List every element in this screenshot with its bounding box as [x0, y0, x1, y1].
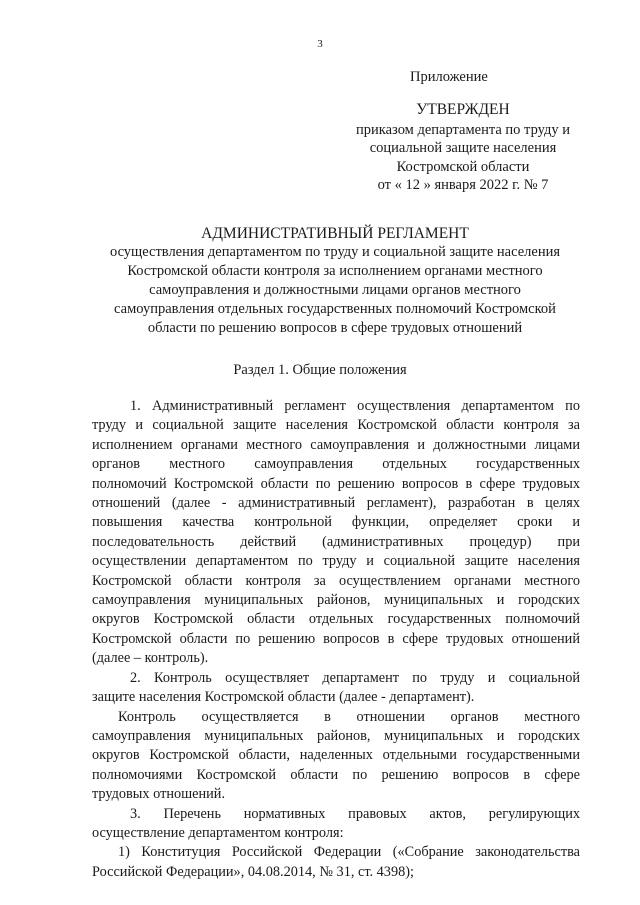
- paragraph-line: полномочий Костромской области по решению вопросов в сфере трудовых: [92, 475, 580, 492]
- body-text: [92, 397, 580, 882]
- approval-heading: УТВЕРЖДЕН: [416, 101, 510, 118]
- paragraph-line: Российской Федерации», 04.08.2014, № 31, ст. 4398);: [92, 863, 414, 880]
- paragraph-line: осуществлении департаментом по труду и социальной защите населения: [92, 553, 580, 570]
- title-line: осуществления департаментом по труду и социальной защите населения: [109, 244, 561, 260]
- paragraph-line: органов местного самоуправления отдельных государственных: [92, 456, 580, 473]
- appendix-label: Приложение: [410, 69, 488, 85]
- paragraph-line: труду и социальной защите населения Костромской области контроля за: [92, 417, 580, 434]
- page-number: 3: [317, 38, 323, 50]
- paragraph-line: самоуправления муниципальных районов, муниципальных и городских: [92, 592, 580, 609]
- approval-block: [330, 101, 596, 195]
- paragraph-line: отношений (далее - административный регламент), разработан в целях: [92, 495, 580, 512]
- document-title: [90, 224, 580, 338]
- paragraph-line: 3. Перечень нормативных правовых актов, регулирующих: [130, 805, 580, 822]
- title-line: области по решению вопросов в сфере трудовых отношений: [147, 320, 523, 336]
- paragraph-line: 1. Административный регламент осуществления департаментом по: [130, 398, 580, 414]
- approval-line: от « 12 » января 2022 г. № 7: [377, 177, 549, 193]
- paragraph-line: Костромской области по решению вопросов в сфере трудовых отношений: [92, 630, 580, 647]
- approval-line: Костромской области: [396, 158, 530, 175]
- paragraph-line: самоуправления муниципальных районов, муниципальных и городских: [92, 727, 580, 744]
- title-line: самоуправления отдельных государственных полномочий Костромской: [114, 301, 556, 317]
- paragraph-line: округов Костромской области отдельных государственных полномочий: [92, 611, 580, 628]
- paragraph-line: защите населения Костромской области (далее - департамент).: [92, 689, 475, 706]
- paragraph-line: (далее – контроль).: [92, 650, 209, 667]
- approval-line: приказом департамента по труду и: [356, 121, 570, 138]
- paragraph-line: трудовых отношений.: [92, 786, 226, 803]
- paragraph-line: повышения качества контрольной функции, определяет сроки и: [92, 514, 580, 531]
- paragraph-line: Контроль осуществляется в отношении органов местного: [118, 708, 580, 725]
- title-line: Костромской области контроля за исполнением органами местного: [127, 263, 543, 279]
- paragraph-line: исполнением органами местного самоуправления и должностными лицами: [92, 436, 580, 453]
- paragraph-line: последовательность действий (административных процедур) при: [92, 533, 580, 550]
- paragraph-line: 2. Контроль осуществляет департамент по труду и социальной: [130, 669, 580, 686]
- approval-line: социальной защите населения: [369, 140, 557, 156]
- title-heading: АДМИНИСТРАТИВНЫЙ РЕГЛАМЕНТ: [201, 225, 469, 242]
- paragraph-line: округов Костромской области, наделенных отдельными государственными: [92, 747, 580, 764]
- paragraph-line: осуществление департаментом контроля:: [92, 824, 344, 841]
- paragraph-line: 1) Конституция Российской Федерации («Собрание законодательства: [118, 844, 580, 861]
- paragraph-line: Костромской области контроля за осуществлением органами местного: [92, 572, 580, 589]
- section-heading: Раздел 1. Общие положения: [233, 362, 407, 378]
- paragraph-line: полномочиями Костромской области по решению вопросов в сфере: [92, 766, 580, 783]
- title-line: самоуправления и должностными лицами органов местного: [149, 282, 521, 298]
